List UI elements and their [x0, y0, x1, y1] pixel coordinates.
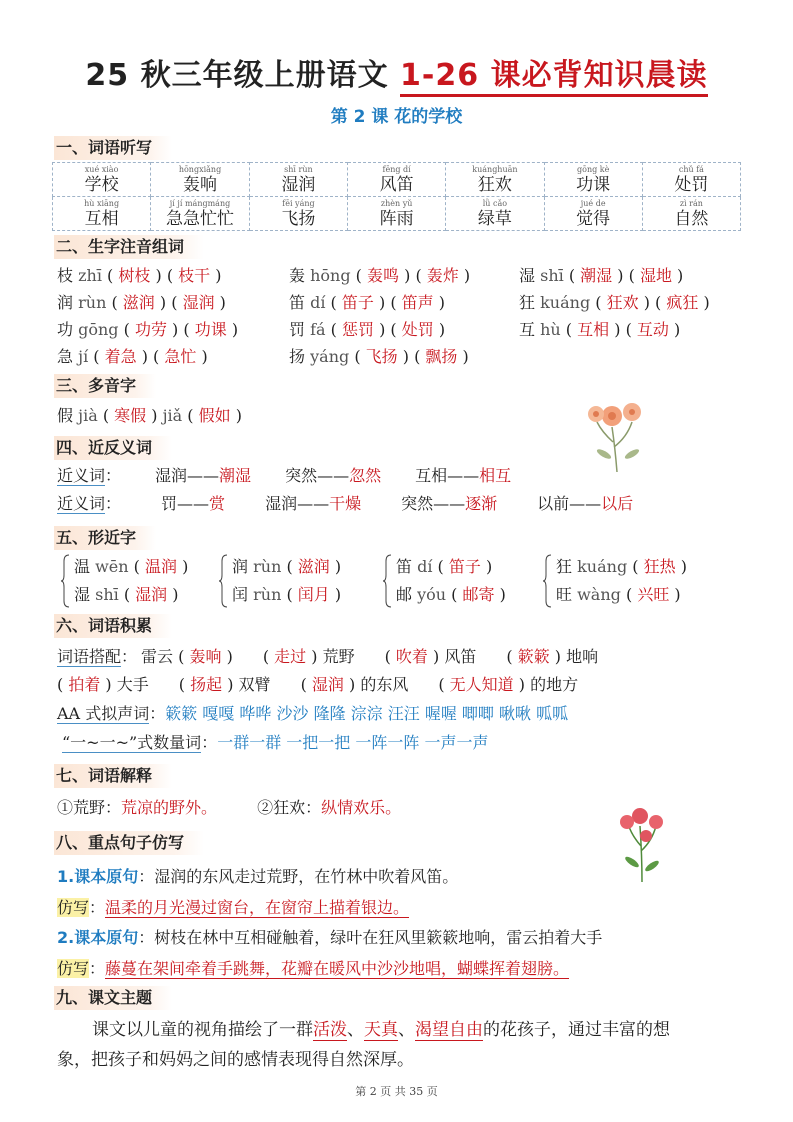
- brace-icon: [218, 553, 228, 609]
- section-header: 四、近反义词: [54, 436, 172, 460]
- pinyin: kuáng: [540, 293, 591, 312]
- theme-paragraph-cont: 象，把孩子和妈妈之间的感情表现得自然深厚。: [57, 1050, 414, 1070]
- character: 润: [232, 557, 249, 576]
- word: 罚: [161, 494, 178, 513]
- word: 处罚: [674, 175, 709, 195]
- definition-row: [57, 796, 401, 820]
- synonym-label: 近义词：: [57, 494, 122, 513]
- synonym-row: [57, 464, 511, 488]
- onomatopoeia-words: 簌簌 嘎嘎 哗哗 沙沙 隆隆 淙淙 汪汪 喔喔 唧唧 啾啾 呱呱: [165, 704, 569, 723]
- vocab-cell: [642, 197, 740, 231]
- sep: 、: [347, 1020, 364, 1040]
- brace-icon: [542, 553, 552, 609]
- word-answer: 处罚: [401, 320, 434, 339]
- pinyin: chǔ fá: [678, 165, 704, 174]
- pinyin: fēng dí: [382, 165, 411, 174]
- title-main: 25 秋三年级上册语文: [85, 58, 401, 93]
- word-answer: 赏: [209, 494, 226, 513]
- collocation-item: ( 走过 ) 荒野: [262, 647, 355, 666]
- similar-char-entry: 笛 dí ( 笛子 ): [396, 557, 493, 576]
- similar-char-entry: 邮 yóu ( 邮寄 ): [396, 585, 506, 604]
- vocab-cell: [348, 197, 446, 231]
- word: 阵雨: [379, 209, 414, 229]
- word-answer: 笛子: [448, 557, 481, 576]
- keyword: 渴望自由: [415, 1020, 483, 1040]
- word-answer: 潮湿: [219, 466, 252, 485]
- pinyin: zhèn yǔ: [380, 199, 413, 208]
- similar-char-group: [542, 553, 687, 609]
- word-answer: 惩罚: [342, 320, 375, 339]
- character: 湿: [519, 266, 536, 285]
- suffix: 风笛: [444, 647, 477, 666]
- section-header: 一、词语听写: [54, 136, 172, 160]
- character: 湿: [74, 585, 91, 604]
- word: 自然: [674, 209, 709, 229]
- character: 罚: [289, 320, 306, 339]
- pinyin: hōngxiǎng: [178, 165, 222, 174]
- character: 笛: [289, 293, 306, 312]
- pinyin: rùn: [78, 293, 107, 312]
- word-pair: 以前——以后: [537, 494, 634, 513]
- word: 绿草: [477, 209, 512, 229]
- pinyin: kuáng: [577, 557, 628, 576]
- similar-char-list: [232, 553, 341, 609]
- suffix: 双臂: [238, 675, 271, 694]
- sentence: 湿润的东风走过荒野，在竹林中吹着风笛。: [154, 867, 459, 886]
- section-header: 六、词语积累: [54, 614, 172, 638]
- pinyin: wàng: [577, 585, 621, 604]
- word: 湿润: [281, 175, 316, 195]
- word: 飞扬: [281, 209, 316, 229]
- vocab-cell: [446, 163, 544, 197]
- character-entry: 湿 shī ( 潮湿 ) ( 湿地 ): [519, 266, 684, 285]
- word: 突然: [285, 466, 318, 485]
- similar-char-entry: 湿 shī ( 湿润 ): [74, 585, 179, 604]
- word: 互相: [415, 466, 448, 485]
- character: 互: [519, 320, 536, 339]
- similar-char-group: [382, 553, 506, 609]
- onomatopoeia-row: AA 式拟声词：簌簌 嘎嘎 哗哗 沙沙 隆隆 淙淙 汪汪 喔喔 唧唧 啾啾 呱呱: [57, 704, 569, 723]
- character: 旺: [556, 585, 573, 604]
- suffix: 的东风: [360, 675, 409, 694]
- measure-words: 一群一群 一把一把 一阵一阵 一声一声: [217, 733, 489, 752]
- term: 荒野: [73, 798, 106, 817]
- sep: 、: [398, 1020, 415, 1040]
- pinyin: jué de: [580, 199, 606, 208]
- word-answer: 温润: [145, 557, 178, 576]
- character-entry: 狂 kuáng ( 狂欢 ) ( 疯狂 ): [519, 293, 710, 312]
- pinyin: dí: [417, 557, 433, 576]
- character: 润: [57, 293, 74, 312]
- section-header: 七、词语解释: [54, 764, 172, 788]
- word-answer: 以后: [601, 494, 634, 513]
- pinyin: hù: [540, 320, 561, 339]
- word-answer: 湿润: [135, 585, 168, 604]
- character: 笛: [396, 557, 413, 576]
- word-pair: 湿润——潮湿: [155, 466, 252, 485]
- vocab-cell: [642, 163, 740, 197]
- word: 急急忙忙: [166, 209, 235, 229]
- section-header: 二、生字注音组词: [54, 235, 204, 259]
- label: 2.课本原句: [57, 928, 139, 947]
- word-answer: 轰炸: [426, 266, 459, 285]
- character: 狂: [519, 293, 536, 312]
- label-text: 近义词: [57, 466, 106, 485]
- pinyin: hōng: [310, 266, 351, 285]
- word-pair: 突然——忽然: [285, 466, 382, 485]
- label: 仿写: [57, 958, 90, 978]
- similar-char-entry: 温 wēn ( 温润 ): [74, 557, 189, 576]
- collocation-row: [57, 645, 598, 669]
- vocab-cell: [53, 197, 151, 231]
- suffix: 大手: [116, 675, 149, 694]
- table-row: [53, 163, 741, 197]
- word-answer: 忽然: [349, 466, 382, 485]
- collocation-item: 雷云 ( 轰响 ): [141, 647, 233, 666]
- word-answer: 逐渐: [465, 494, 498, 513]
- title-highlight: 1-26 课必背知识晨读: [400, 58, 708, 97]
- vocab-cell: [151, 197, 250, 231]
- word-pair: 湿润——干燥: [265, 494, 362, 513]
- similar-char-entry: 旺 wàng ( 兴旺 ): [556, 585, 681, 604]
- similar-char-group: [218, 553, 341, 609]
- label-text: AA 式拟声词: [57, 704, 150, 723]
- word-pair: 罚——赏: [161, 494, 226, 513]
- word-answer: 树枝: [118, 266, 151, 285]
- word-answer: 轰鸣: [367, 266, 400, 285]
- similar-char-entry: 润 rùn ( 滋润 ): [232, 557, 342, 576]
- pinyin: shī: [95, 585, 119, 604]
- word-answer: 假如: [198, 406, 231, 425]
- word-answer: 无人知道: [449, 675, 514, 694]
- section-header: 九、课文主题: [54, 986, 172, 1010]
- label-text: “一~一~”式数量词: [62, 733, 202, 752]
- word: 湿润: [155, 466, 188, 485]
- character: 假: [57, 406, 74, 425]
- sentence: 树枝在林中互相碰触着，绿叶在狂风里簌簌地响，雷云拍着大手: [154, 928, 603, 947]
- brace-icon: [60, 553, 70, 609]
- word-answer: 滋润: [122, 293, 155, 312]
- lesson-subtitle: 第 2 课 花的学校: [330, 107, 463, 127]
- word-answer: 闰月: [297, 585, 330, 604]
- character-entry: 功 gōng ( 功劳 ) ( 功课 ): [57, 320, 239, 339]
- collocation-item: ( 吹着 ) 风笛: [384, 647, 477, 666]
- vocab-cell: [151, 163, 250, 197]
- word-answer: 枝干: [178, 266, 211, 285]
- theme-paragraph: [92, 1018, 670, 1042]
- word-answer: 相互: [479, 466, 512, 485]
- vocab-cell: [544, 197, 642, 231]
- prefix: 雷云: [141, 647, 174, 666]
- label-text: 词语搭配: [57, 647, 122, 666]
- similar-char-list: [556, 553, 687, 609]
- page-footer: 第 2 页 共 35 页: [355, 1085, 438, 1098]
- word-answer: 飞扬: [365, 347, 398, 366]
- character: 枝: [57, 266, 74, 285]
- collocation-item: ( 拍着 ) 大手: [57, 675, 149, 694]
- word-pair: 互相——相互: [415, 466, 512, 485]
- similar-char-entry: 狂 kuáng ( 狂热 ): [556, 557, 687, 576]
- word-answer: 潮湿: [580, 266, 613, 285]
- word-answer: 功劳: [134, 320, 167, 339]
- pinyin: gōng: [78, 320, 119, 339]
- character-entry: 互 hù ( 互相 ) ( 互动 ): [519, 320, 681, 339]
- pinyin: xué xiào: [84, 165, 119, 174]
- similar-char-entry: 闰 rùn ( 闰月 ): [232, 585, 342, 604]
- vocab-cell: [446, 197, 544, 231]
- pinyin: jià: [78, 406, 98, 425]
- term: 狂欢: [273, 798, 306, 817]
- character-entry: 扬 yáng ( 飞扬 ) ( 飘扬 ): [289, 347, 469, 366]
- section-header: 八、重点句子仿写: [54, 831, 204, 855]
- pinyin: yóu: [417, 585, 447, 604]
- word: 觉得: [576, 209, 611, 229]
- synonym-row: [57, 492, 633, 516]
- collocation-item: ( 簌簌 ) 地响: [506, 647, 599, 666]
- pinyin: jiǎ: [162, 406, 183, 425]
- pinyin: shī rùn: [284, 165, 313, 174]
- pinyin: dí: [310, 293, 326, 312]
- collocation-row: [57, 673, 578, 697]
- character-entry: 润 rùn ( 滋润 ) ( 湿润 ): [57, 293, 226, 312]
- pinyin: hù xiāng: [84, 199, 120, 208]
- word-answer: 寒假: [114, 406, 147, 425]
- character: 狂: [556, 557, 573, 576]
- keyword: 活泼: [313, 1020, 347, 1040]
- pinyin: jí jí mángmáng: [169, 199, 231, 208]
- word-answer: 轰响: [189, 647, 222, 666]
- label: 1.课本原句: [57, 867, 139, 886]
- text: 课文以儿童的视角描绘了一群: [92, 1020, 313, 1040]
- word-answer: 急忙: [164, 347, 197, 366]
- imitation-sentence: 仿写：藤蔓在架间牵着手跳舞，花瓣在暖风中沙沙地唱，蝴蝶挥着翅膀。: [57, 958, 570, 978]
- word: 学校: [84, 175, 119, 195]
- word-answer: 笛声: [401, 293, 434, 312]
- character: 扬: [289, 347, 306, 366]
- character: 邮: [396, 585, 413, 604]
- keyword: 天真: [364, 1020, 398, 1040]
- word-answer: 飘扬: [425, 347, 458, 366]
- word: 突然: [401, 494, 434, 513]
- character: 闰: [232, 585, 249, 604]
- word-answer: 着急: [104, 347, 137, 366]
- character: 功: [57, 320, 74, 339]
- word-answer: 簌簌: [517, 647, 550, 666]
- word-answer: 互相: [577, 320, 610, 339]
- number: ②: [257, 798, 274, 817]
- imitation-sentence: 仿写：温柔的月光漫过窗台，在窗帘上描着银边。: [57, 897, 410, 917]
- word: 轰响: [183, 175, 218, 195]
- similar-char-list: [74, 553, 188, 609]
- number: ①: [57, 798, 74, 817]
- word-answer: 干燥: [329, 494, 362, 513]
- definition-item: ①荒野：荒凉的野外。: [57, 798, 218, 817]
- word-answer: 狂欢: [606, 293, 639, 312]
- word-answer: 扬起: [190, 675, 223, 694]
- word-answer: 笛子: [341, 293, 374, 312]
- word: 功课: [576, 175, 611, 195]
- vocab-cell: [544, 163, 642, 197]
- vocab-cell: [53, 163, 151, 197]
- pinyin: jí: [78, 347, 89, 366]
- word-answer: 狂热: [643, 557, 676, 576]
- label: 仿写: [57, 897, 90, 917]
- sentence: 藤蔓在架间牵着手跳舞，花瓣在暖风中沙沙地唱，蝴蝶挥着翅膀。: [105, 958, 570, 978]
- flower-icon: [582, 392, 652, 477]
- definition: 纵情欢乐。: [321, 798, 402, 817]
- vocab-cell: [348, 163, 446, 197]
- word-answer: 疯狂: [666, 293, 699, 312]
- original-sentence: 1.课本原句：湿润的东风走过荒野，在竹林中吹着风笛。: [57, 867, 459, 886]
- character-entry: 枝 zhī ( 树枝 ) ( 枝干 ): [57, 266, 222, 285]
- word-pair: 突然——逐渐: [401, 494, 498, 513]
- vocab-cell: [249, 163, 347, 197]
- brace-icon: [382, 553, 392, 609]
- character-entry: 急 jí ( 着急 ) ( 急忙 ): [57, 347, 208, 366]
- polyphone-entry: 假 jià ( 寒假 ) jiǎ ( 假如 ): [57, 406, 242, 425]
- measure-words-row: “一~一~”式数量词：一群一群 一把一把 一阵一阵 一声一声: [62, 733, 489, 752]
- text: 的花孩子，通过丰富的想: [483, 1020, 670, 1040]
- character: 急: [57, 347, 74, 366]
- word-answer: 滋润: [297, 557, 330, 576]
- word-answer: 湿润: [182, 293, 215, 312]
- pinyin: zì rán: [679, 199, 703, 208]
- character-entry: 笛 dí ( 笛子 ) ( 笛声 ): [289, 293, 445, 312]
- sentence: 温柔的月光漫过窗台，在窗帘上描着银边。: [105, 897, 410, 917]
- collocation-item: ( 扬起 ) 双臂: [178, 675, 271, 694]
- character-entry: 罚 fá ( 惩罚 ) ( 处罚 ): [289, 320, 446, 339]
- definition-item: ②狂欢：纵情欢乐。: [257, 798, 402, 817]
- similar-char-group: [60, 553, 188, 609]
- pinyin: gōng kè: [577, 165, 610, 174]
- section-header: 五、形近字: [54, 526, 156, 550]
- synonym-label: 近义词：: [57, 466, 122, 485]
- pinyin: shī: [540, 266, 564, 285]
- definition: 荒凉的野外。: [121, 798, 218, 817]
- vocab-cell: [249, 197, 347, 231]
- word-answer: 拍着: [68, 675, 101, 694]
- table-row: [53, 197, 741, 231]
- suffix: 的地方: [530, 675, 579, 694]
- word-answer: 湿润: [311, 675, 344, 694]
- page-title: [0, 50, 793, 94]
- pinyin: wēn: [95, 557, 129, 576]
- word: 以前: [537, 494, 570, 513]
- pinyin: fá: [310, 320, 326, 339]
- word-answer: 湿地: [639, 266, 672, 285]
- pinyin: lǜ cǎo: [482, 199, 508, 208]
- word-answer: 兴旺: [637, 585, 670, 604]
- character: 轰: [289, 266, 306, 285]
- original-sentence: 2.课本原句：树枝在林中互相碰触着，绿叶在狂风里簌簌地响，雷云拍着大手: [57, 928, 603, 947]
- flower-icon: [612, 796, 672, 884]
- label-text: 近义词: [57, 494, 106, 513]
- pinyin: fēi yáng: [282, 199, 315, 208]
- collocation-label: 词语搭配：: [57, 647, 138, 666]
- word: 湿润: [265, 494, 298, 513]
- word: 狂欢: [477, 175, 512, 195]
- pinyin: rùn: [253, 585, 282, 604]
- suffix: 荒野: [322, 647, 355, 666]
- pinyin: kuánghuān: [472, 165, 518, 174]
- word-answer: 功课: [194, 320, 227, 339]
- character: 温: [74, 557, 91, 576]
- character-entry: 轰 hōng ( 轰鸣 ) ( 轰炸 ): [289, 266, 471, 285]
- similar-char-list: [396, 553, 506, 609]
- section-header: 三、多音字: [54, 374, 156, 398]
- collocation-item: ( 湿润 ) 的东风: [300, 675, 409, 694]
- suffix: 地响: [566, 647, 599, 666]
- collocation-item: ( 无人知道 ) 的地方: [438, 675, 579, 694]
- word: 风笛: [379, 175, 414, 195]
- word-answer: 互动: [636, 320, 669, 339]
- word-answer: 邮寄: [462, 585, 495, 604]
- pinyin: yáng: [310, 347, 350, 366]
- word-answer: 吹着: [395, 647, 428, 666]
- vocab-dictation-table: [52, 162, 741, 231]
- pinyin: zhī: [78, 266, 102, 285]
- pinyin: rùn: [253, 557, 282, 576]
- word-answer: 走过: [274, 647, 307, 666]
- word: 互相: [84, 209, 119, 229]
